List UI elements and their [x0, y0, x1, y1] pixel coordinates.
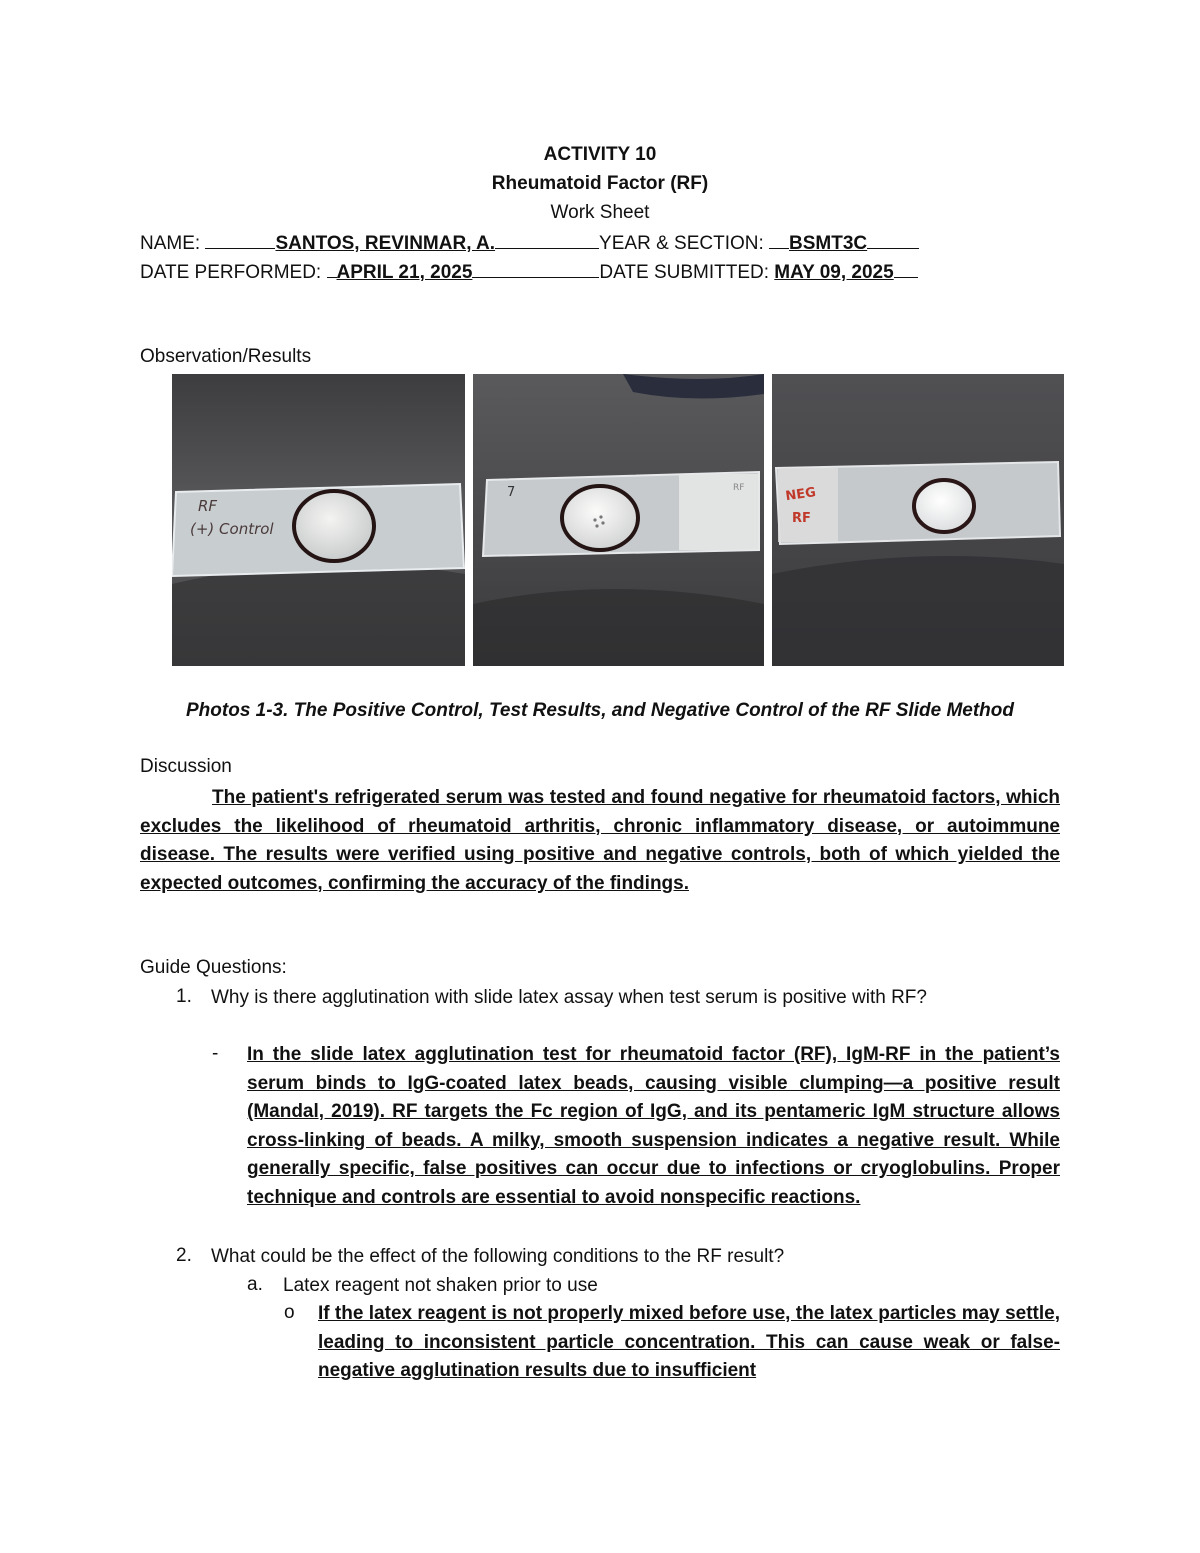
- activity-number: ACTIVITY 10: [543, 144, 657, 165]
- year-section-value: BSMT3C: [789, 233, 868, 254]
- year-blank-trail: [867, 230, 919, 249]
- name-blank-lead: [205, 230, 275, 249]
- date-submitted-blank-trail: [894, 259, 918, 278]
- observation-heading: Observation/Results: [140, 346, 312, 367]
- question-1-number: 1.: [176, 986, 192, 1007]
- question-2-number: 2.: [176, 1245, 192, 1266]
- slide-label-rf-neg: RF: [792, 511, 811, 526]
- discussion-text: The patient's refrigerated serum was tested and found negative for rheumatoid factors, which excludes the likelihood of rheumatoid arthritis, chronic inflammatory disease, or autoimmune disease. The results were verified using positive and negative controls, both of which yielded the expected outcomes, confirming the accuracy of the findings.: [140, 787, 1060, 894]
- name-blank-trail: [495, 230, 599, 249]
- answer-1-text: In the slide latex agglutination test for rheumatoid factor (RF), IgM-RF in the patient’s serum binds to IgG-coated latex beads, causing visible clumping—a positive result (Mandal, 2019). RF targets the Fc region of IgG, and its pentameric IgM structure allows cross-linking of beads. A milky, smooth suspension indicates a negative result. While generally specific, false positives can occur due to infections or cryoglobulins. Proper technique and controls are essential to avoid nonspecific reactions.: [247, 1044, 1060, 1208]
- negative-control-slide-image: [772, 374, 1064, 666]
- answer-2a-text: If the latex reagent is not properly mixed before use, the latex particles may settle, leading to inconsistent particle concentration. This can cause weak or false-negative agglutination results due to insufficient: [318, 1303, 1060, 1382]
- slide-label-neg: NEG: [784, 485, 817, 505]
- year-blank-lead: [769, 230, 789, 249]
- photo-negative-control: [772, 374, 1064, 666]
- year-section-label: YEAR & SECTION:: [599, 233, 764, 254]
- date-performed-label: DATE PERFORMED:: [140, 262, 322, 283]
- slide-label-positive: (+) Control: [190, 520, 274, 538]
- date-performed-blank-trail: [472, 259, 599, 278]
- name-row: [140, 230, 919, 255]
- document-subtitle: Work Sheet: [550, 202, 650, 223]
- date-submitted-value: MAY 09, 2025: [774, 262, 894, 283]
- date-submitted-label: DATE SUBMITTED:: [599, 262, 770, 283]
- photo-test-result: [473, 374, 764, 666]
- photo-caption: Photos 1-3. The Positive Control, Test Results, and Negative Control of the RF Slide Method: [186, 700, 1014, 721]
- date-performed-blank-lead: [327, 259, 337, 278]
- discussion-heading: Discussion: [140, 756, 232, 777]
- question-1-text: Why is there agglutination with slide latex assay when test serum is positive with RF?: [211, 987, 927, 1008]
- guide-questions-heading: Guide Questions:: [140, 957, 287, 978]
- question-2a-letter: a.: [247, 1274, 263, 1295]
- slide-label-number: 7: [507, 485, 516, 500]
- date-performed-value: APRIL 21, 2025: [336, 262, 473, 283]
- date-row: [140, 259, 918, 284]
- document-title: Rheumatoid Factor (RF): [491, 173, 709, 194]
- photo-positive-control: [172, 374, 465, 666]
- question-2-text: What could be the effect of the following conditions to the RF result?: [211, 1246, 785, 1267]
- slide-label-rf: RF: [198, 497, 218, 515]
- name-label: NAME:: [140, 233, 201, 254]
- answer-2a-bullet: o: [284, 1302, 295, 1323]
- question-2a-text: Latex reagent not shaken prior to use: [283, 1275, 598, 1296]
- test-result-slide-image: [473, 374, 764, 666]
- name-value: SANTOS, REVINMAR, A.: [275, 233, 496, 254]
- answer-1-bullet: -: [212, 1043, 219, 1064]
- slide-label-rf-small: RF: [733, 483, 745, 493]
- positive-control-slide-image: [172, 374, 465, 666]
